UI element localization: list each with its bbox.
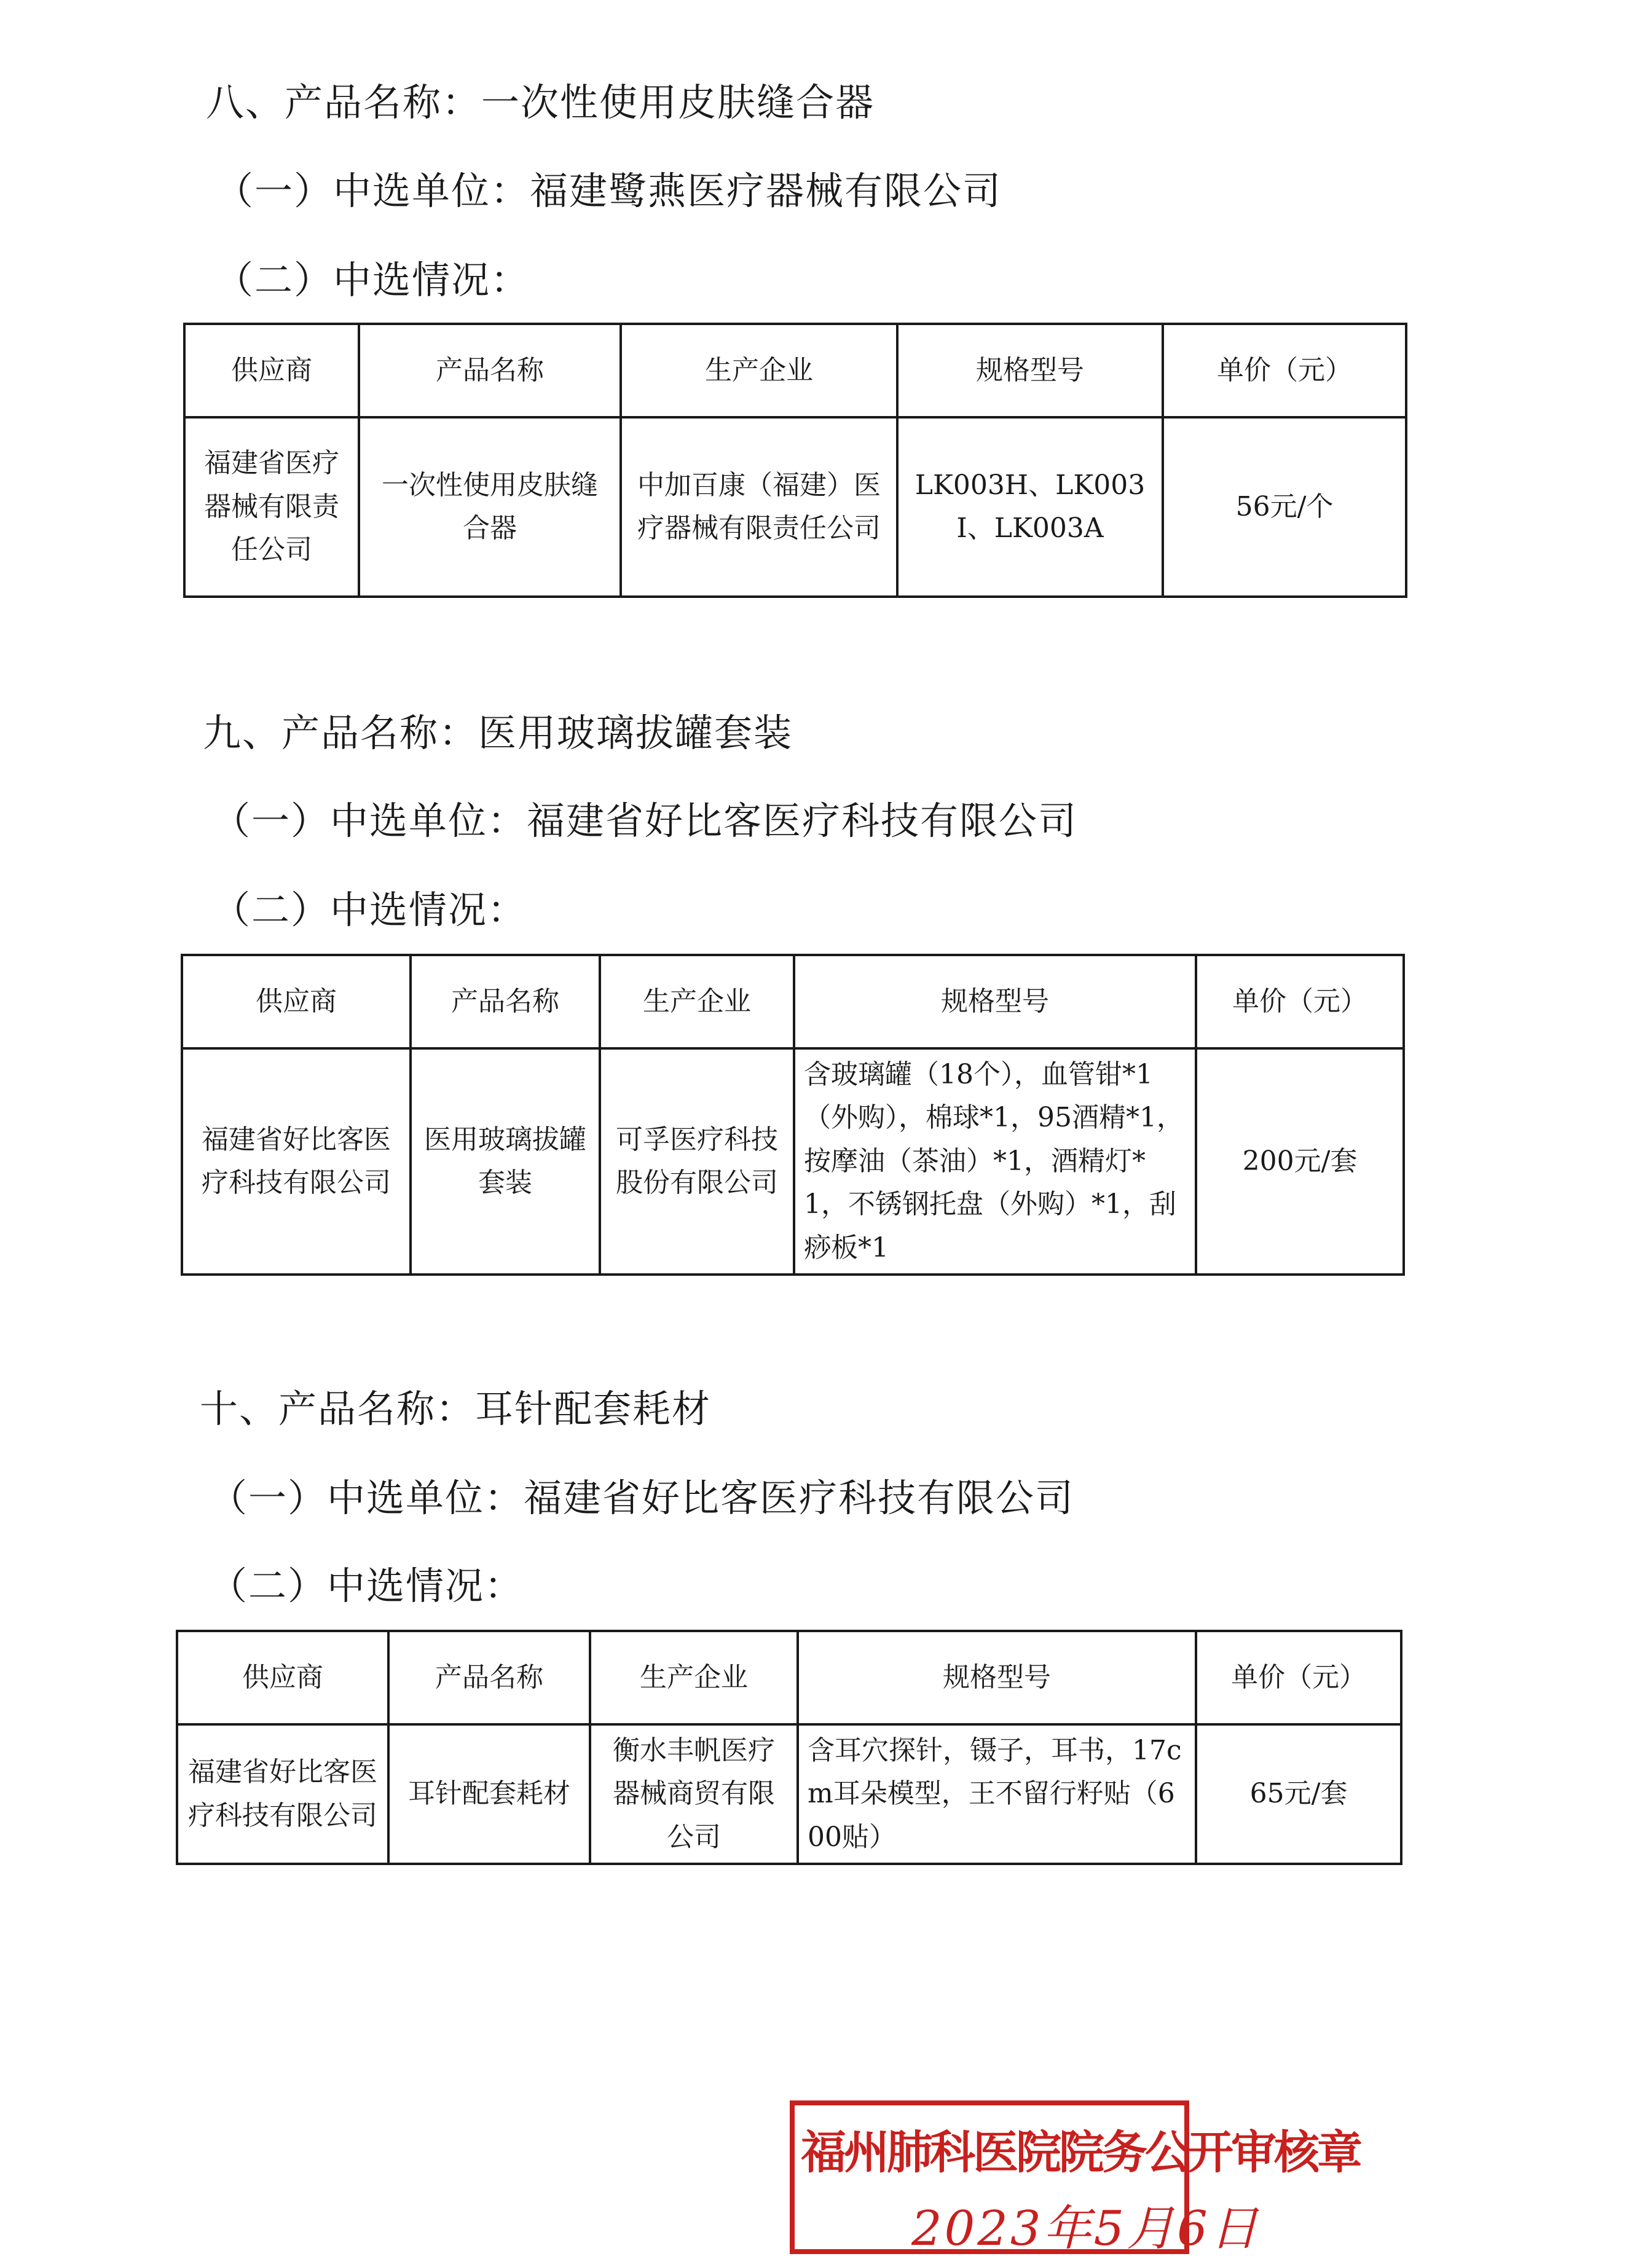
section-9-title: 九、产品名称：医用玻璃拔罐套装 — [203, 710, 793, 755]
header-manufacturer: 生产企业 — [621, 324, 897, 417]
header-supplier: 供应商 — [184, 324, 359, 417]
cell-product: 耳针配套耗材 — [388, 1724, 590, 1864]
table-header-row — [177, 1631, 1401, 1724]
header-spec: 规格型号 — [798, 1631, 1196, 1724]
header-supplier: 供应商 — [177, 1631, 388, 1724]
section-10-unit: （一）中选单位：福建省好比客医疗科技有限公司 — [209, 1475, 1075, 1520]
header-spec: 规格型号 — [794, 955, 1196, 1048]
section-10-title: 十、产品名称：耳针配套耗材 — [200, 1386, 712, 1431]
table-row — [184, 417, 1406, 597]
section-9-unit: （一）中选单位：福建省好比客医疗科技有限公司 — [212, 798, 1078, 843]
table-row — [177, 1724, 1401, 1864]
section-8-unit: （一）中选单位：福建鹭燕医疗器械有限公司 — [215, 168, 1002, 213]
header-product: 产品名称 — [388, 1631, 590, 1724]
table-row — [182, 1048, 1404, 1275]
cell-product: 一次性使用皮肤缝合器 — [359, 417, 621, 597]
stamp-date: 2023年5月6日 — [911, 2201, 1261, 2257]
review-stamp — [790, 2100, 1360, 2257]
cell-price: 56元/个 — [1163, 417, 1406, 597]
cell-manufacturer: 中加百康（福建）医疗器械有限责任公司 — [621, 417, 897, 597]
header-price: 单价（元） — [1196, 1631, 1401, 1724]
header-product: 产品名称 — [359, 324, 621, 417]
section-8-title: 八、产品名称：一次性使用皮肤缝合器 — [206, 80, 875, 125]
stamp-title: 福州肺科医院院务公开审核章 — [801, 2126, 1360, 2179]
cell-supplier: 福建省好比客医疗科技有限公司 — [182, 1048, 411, 1275]
table-header-row — [182, 955, 1404, 1048]
cell-supplier: 福建省医疗器械有限责任公司 — [184, 417, 359, 597]
header-product: 产品名称 — [411, 955, 600, 1048]
header-price: 单价（元） — [1196, 955, 1404, 1048]
header-price: 单价（元） — [1163, 324, 1406, 417]
section-8-table — [183, 323, 1407, 598]
header-supplier: 供应商 — [182, 955, 411, 1048]
cell-spec: LK003H、LK003I、LK003A — [897, 417, 1163, 597]
cell-price: 200元/套 — [1196, 1048, 1404, 1275]
cell-supplier: 福建省好比客医疗科技有限公司 — [177, 1724, 388, 1864]
section-9-table — [181, 954, 1405, 1276]
header-manufacturer: 生产企业 — [600, 955, 794, 1048]
cell-price: 65元/套 — [1196, 1724, 1401, 1864]
cell-manufacturer: 可孚医疗科技股份有限公司 — [600, 1048, 794, 1275]
section-8-status: （二）中选情况： — [215, 257, 530, 302]
header-manufacturer: 生产企业 — [590, 1631, 798, 1724]
cell-product: 医用玻璃拔罐套装 — [411, 1048, 600, 1275]
header-spec: 规格型号 — [897, 324, 1163, 417]
cell-manufacturer: 衡水丰帆医疗器械商贸有限公司 — [590, 1724, 798, 1864]
cell-spec: 含玻璃罐（18个），血管钳*1（外购），棉球*1，95酒精*1，按摩油（茶油）*1，酒精灯*1，不锈钢托盘（外购）*1，刮痧板*1 — [794, 1048, 1196, 1275]
table-header-row — [184, 324, 1406, 417]
section-10-status: （二）中选情况： — [209, 1563, 524, 1608]
section-9-status: （二）中选情况： — [212, 887, 527, 932]
cell-spec: 含耳穴探针，镊子，耳书，17cm耳朵模型，王不留行籽贴（600贴） — [798, 1724, 1196, 1864]
section-10-table — [176, 1630, 1402, 1865]
